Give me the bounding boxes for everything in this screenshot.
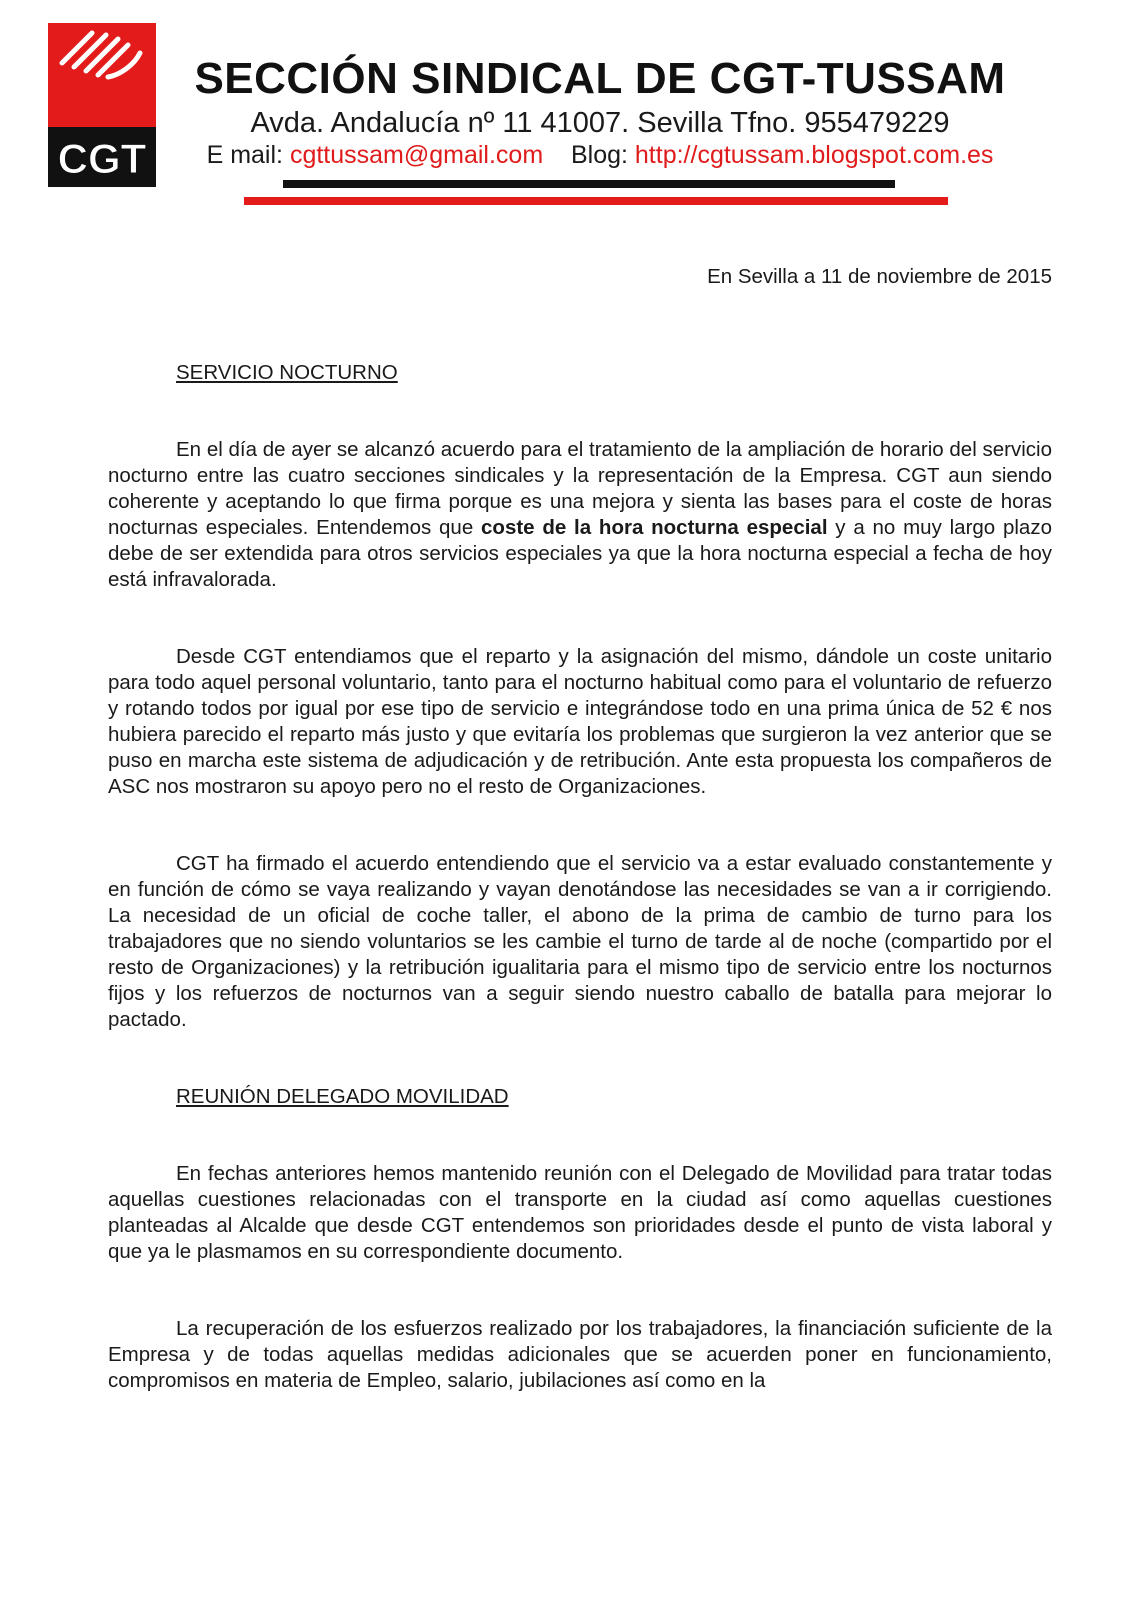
logo-text: CGT (57, 135, 147, 182)
email-label: E mail: (206, 141, 283, 169)
header-rule-black (283, 180, 895, 188)
cgt-logo (48, 23, 156, 187)
contact-line (160, 141, 1040, 170)
document-body (108, 360, 1052, 1394)
paragraph: La recuperación de los esfuerzos realizado por los trabajadores, la financiación suficiente de la Empresa y de todas aquellas medidas adicionales que se acuerden poner en funcionamiento, compromisos en materia de Empleo, salario, jubilaciones así como en la (108, 1317, 1052, 1392)
blog-link[interactable]: http://cgtussam.blogspot.com.es (634, 141, 994, 169)
section-title-reunion-delegado: REUNIÓN DELEGADO MOVILIDAD (176, 1085, 509, 1108)
paragraph (108, 437, 1052, 593)
paragraph-text: En el día de ayer se alcanzó acuerdo para el tratamiento de la ampliación de horario del servicio nocturno entre las cuatro secciones sindicales y la representación de la Empresa. CGT aun siendo coherente y aceptando lo que firma porque es una mejora y sienta las bases para el coste de horas nocturnas especiales. Entendemos que (108, 438, 1052, 539)
paragraph: CGT ha firmado el acuerdo entendiendo que el servicio va a estar evaluado constantemente y en función de cómo se vaya realizando y vayan denotándose las necesidades se van a ir corrigiendo. La necesidad de un oficial de coche taller, el abono de la prima de cambio de turno para los trabajadores que no siendo voluntarios se les cambie el turno de tarde al de noche (compartido por el resto de Organizaciones) y la retribución igualitaria para el mismo tipo de servicio entre los nocturnos fijos y los refuerzos de nocturnos van a seguir siendo nuestro caballo de batalla para mejorar lo pactado. (108, 852, 1052, 1031)
paragraph-text: y a no muy largo plazo debe de ser extendida para otros servicios especiales ya que la hora nocturna especial a fecha de hoy está infravalorada. (108, 516, 1052, 591)
paragraph: En fechas anteriores hemos mantenido reunión con el Delegado de Movilidad para tratar todas aquellas cuestiones relacionadas con el transporte en la ciudad así como aquellas cuestiones planteadas al Alcalde que desde CGT entendemos son prioridades desde el punto de vista laboral y que ya le plasmamos en su correspondiente documento. (108, 1162, 1052, 1263)
header-rule-red (244, 197, 948, 205)
paragraph-bold-text: coste de la hora nocturna especial (481, 516, 828, 539)
organization-title: SECCIÓN SINDICAL DE CGT-TUSSAM (194, 54, 1006, 103)
blog-label: Blog: (570, 141, 628, 169)
document-date: En Sevilla a 11 de noviembre de 2015 (707, 265, 1052, 288)
section-title-servicio-nocturno: SERVICIO NOCTURNO (176, 361, 398, 384)
paragraph: Desde CGT entendiamos que el reparto y la asignación del mismo, dándole un coste unitario para todo aquel personal voluntario, tanto para el nocturno habitual como para el voluntario de refuerzo y rotando todos por igual por ese tipo de servicio e integrándose todo en una prima única de 52 € nos hubiera parecido el reparto más justo y que evitaría los problemas que surgieron la vez anterior que se puso en marcha este sistema de adjudicación y de retribución. Ante esta propuesta los compañeros de ASC nos mostraron su apoyo pero no el resto de Organizaciones. (108, 645, 1052, 798)
address-line: Avda. Andalucía nº 11 41007. Sevilla Tfno. 955479229 (250, 107, 950, 139)
email-link[interactable]: cgttussam@gmail.com (289, 141, 544, 169)
